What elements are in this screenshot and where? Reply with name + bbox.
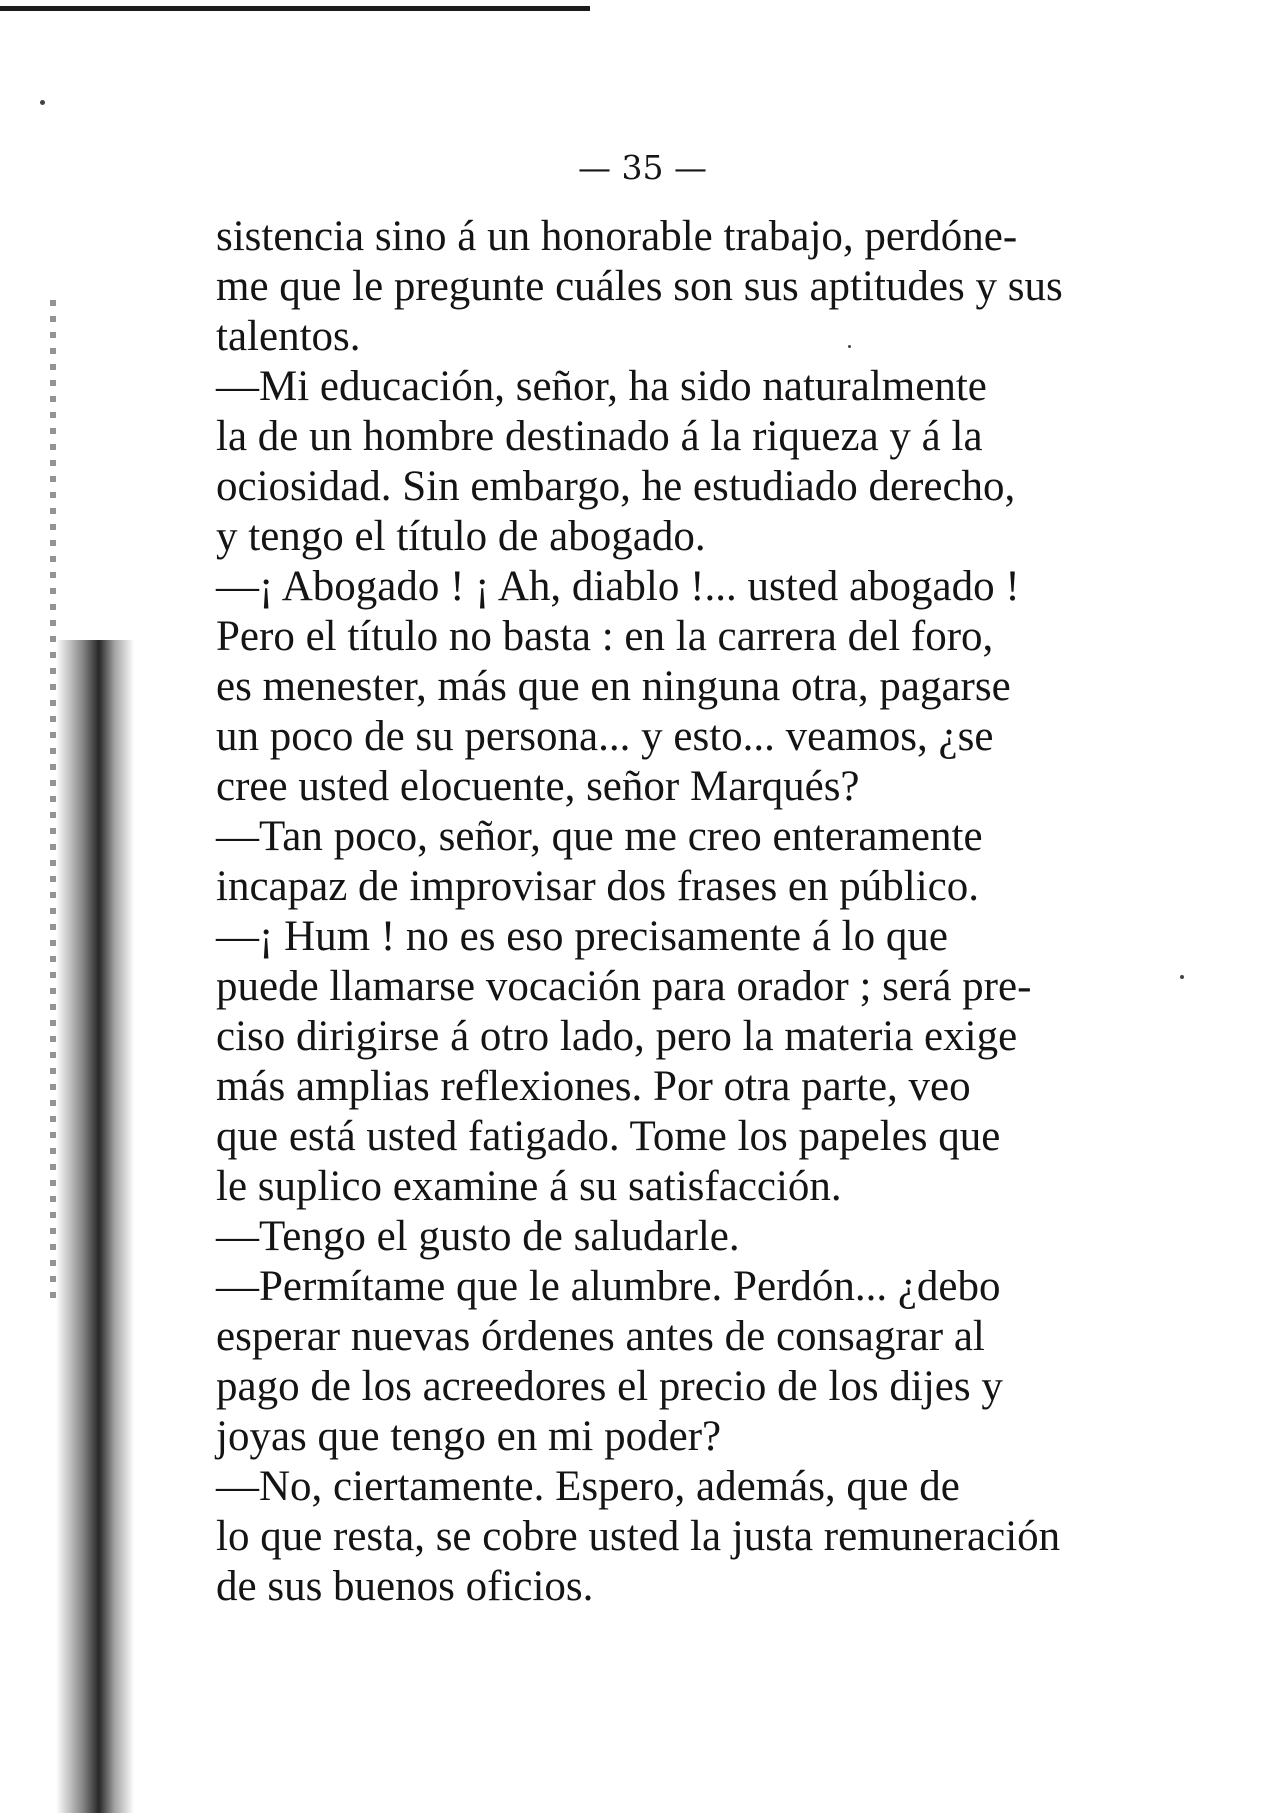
text-line: lo que resta, se cobre usted la justa remuneración xyxy=(216,1513,1061,1560)
text-line: es menester, más que en ninguna otra, pagarse xyxy=(216,663,1011,710)
text-line: incapaz de improvisar dos frases en público. xyxy=(216,863,979,910)
text-line: —Tan poco, señor, que me creo enteramente xyxy=(216,813,983,860)
text-line: —Permítame que le alumbre. Perdón... ¿debo xyxy=(216,1263,1001,1310)
text-line: Pero el título no basta : en la carrera del foro, xyxy=(216,613,994,660)
text-line: me que le pregunte cuáles son sus aptitudes y sus xyxy=(216,263,1063,310)
text-line: que está usted fatigado. Tome los papeles que xyxy=(216,1113,1001,1160)
text-line: más amplias reflexiones. Por otra parte, veo xyxy=(216,1063,971,1110)
ink-speck xyxy=(1180,975,1184,979)
text-line: un poco de su persona... y esto... veamos, ¿se xyxy=(216,713,994,760)
text-line: —¡ Abogado ! ¡ Ah, diablo !... usted abogado ! xyxy=(216,563,1020,610)
binding-shadow xyxy=(56,640,134,1813)
text-line: esperar nuevas órdenes antes de consagrar al xyxy=(216,1313,985,1360)
text-line: ociosidad. Sin embargo, he estudiado derecho, xyxy=(216,463,1016,510)
text-line: —Mi educación, señor, ha sido naturalmente xyxy=(216,363,987,410)
text-line: le suplico examine á su satisfacción. xyxy=(216,1163,842,1210)
page-number: — 35 — xyxy=(578,148,707,187)
top-edge-rule xyxy=(0,6,590,11)
text-line: talentos. xyxy=(216,313,361,360)
text-line: sistencia sino á un honorable trabajo, perdóne- xyxy=(216,213,1018,260)
text-line: ciso dirigirse á otro lado, pero la materia exige xyxy=(216,1013,1018,1060)
text-line: la de un hombre destinado á la riqueza y á la xyxy=(216,413,983,460)
text-line: puede llamarse vocación para orador ; será pre- xyxy=(216,963,1032,1010)
text-line: y tengo el título de abogado. xyxy=(216,513,706,560)
text-line: —Tengo el gusto de saludarle. xyxy=(216,1213,740,1260)
text-line: —¡ Hum ! no es eso precisamente á lo que xyxy=(216,913,948,960)
text-line: pago de los acreedores el precio de los dijes y xyxy=(216,1363,1003,1410)
text-line: joyas que tengo en mi poder? xyxy=(216,1413,722,1460)
text-line: —No, ciertamente. Espero, además, que de xyxy=(216,1463,960,1510)
text-line: de sus buenos oficios. xyxy=(216,1563,594,1610)
body-text xyxy=(216,212,1134,1612)
ink-speck xyxy=(40,100,45,105)
text-line: cree usted elocuente, señor Marqués? xyxy=(216,763,860,810)
